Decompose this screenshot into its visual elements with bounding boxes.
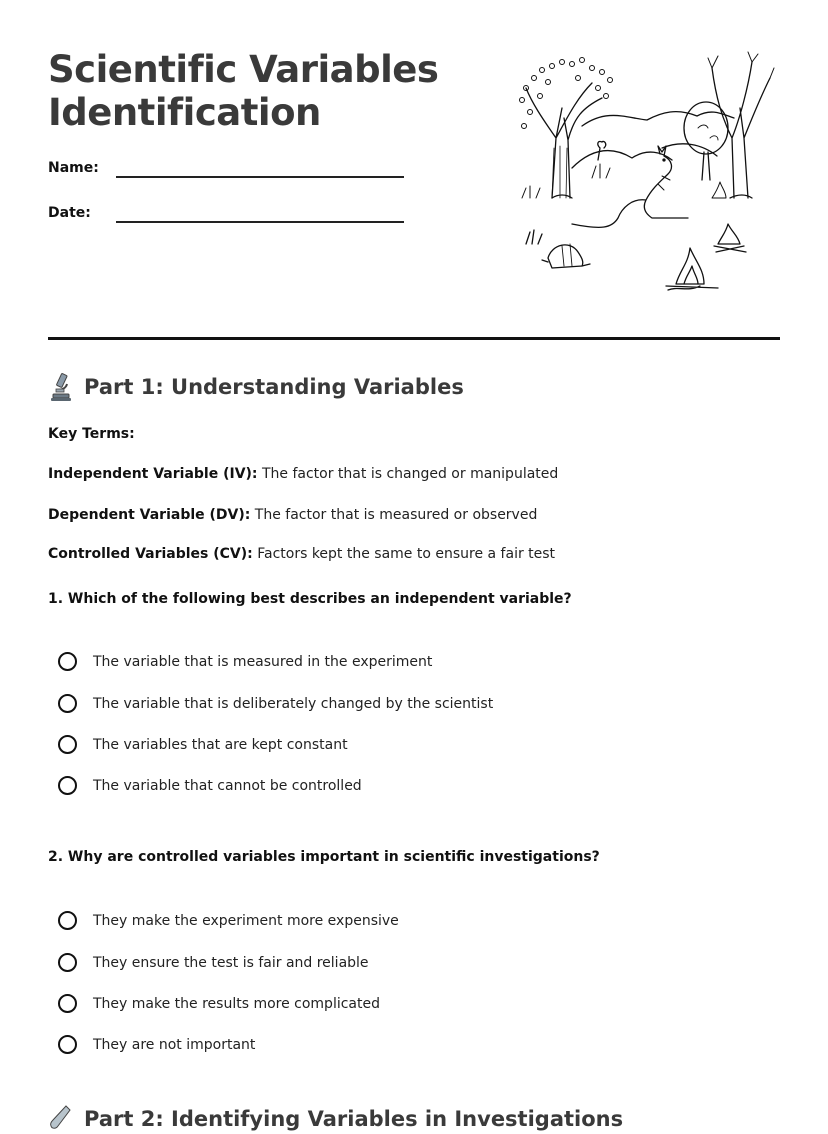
radio-button[interactable] [58,735,77,754]
question-2-option-a[interactable] [58,911,399,930]
date-line[interactable] [116,221,404,223]
name-label: Name: [48,160,99,176]
option-label: They ensure the test is fair and reliable [93,954,369,971]
radio-button[interactable] [58,911,77,930]
option-label: They make the experiment more expensive [93,912,399,929]
part2-heading [48,1104,623,1134]
term-label: Controlled Variables (CV): [48,546,253,562]
option-label: The variable that is measured in the experiment [93,653,433,670]
option-label: They are not important [93,1036,256,1053]
question-2-option-b[interactable] [58,953,369,972]
question-2-text: 2. Why are controlled variables important in scientific investigations? [48,849,600,865]
question-1-option-d[interactable] [58,776,362,795]
radio-button[interactable] [58,1035,77,1054]
radio-button[interactable] [58,694,77,713]
radio-button[interactable] [58,994,77,1013]
part2-heading-text: Part 2: Identifying Variables in Investigations [84,1107,624,1131]
name-field[interactable] [48,160,99,176]
bush-landscape-illustration [512,48,780,298]
term-label: Independent Variable (IV): [48,466,258,482]
microscope-icon [48,372,74,402]
test-tube-icon [48,1104,74,1134]
radio-button[interactable] [58,652,77,671]
part1-heading-text: Part 1: Understanding Variables [84,375,464,399]
part1-heading [48,372,464,402]
question-1-option-c[interactable] [58,735,348,754]
term-definition: The factor that is measured or observed [250,507,538,523]
radio-button[interactable] [58,953,77,972]
question-2-option-c[interactable] [58,994,380,1013]
option-label: They make the results more complicated [93,995,380,1012]
term-definition: Factors kept the same to ensure a fair test [252,546,556,562]
question-1-text: 1. Which of the following best describes an independent variable? [48,591,572,607]
date-label: Date: [48,205,91,221]
term-dependent [48,507,537,523]
key-terms-label: Key Terms: [48,426,135,442]
term-independent [48,466,558,482]
term-definition: The factor that is changed or manipulated [257,466,559,482]
question-2-option-d[interactable] [58,1035,255,1054]
date-field[interactable] [48,205,91,221]
question-1-option-b[interactable] [58,694,493,713]
radio-button[interactable] [58,776,77,795]
term-label: Dependent Variable (DV): [48,507,251,523]
header-divider [48,337,780,340]
worksheet-title: Scientific Variables Identification [48,48,439,134]
option-label: The variable that cannot be controlled [93,777,362,794]
option-label: The variables that are kept constant [93,736,348,753]
option-label: The variable that is deliberately changed by the scientist [93,695,494,712]
question-1-option-a[interactable] [58,652,432,671]
term-controlled [48,546,555,562]
name-line[interactable] [116,176,404,178]
